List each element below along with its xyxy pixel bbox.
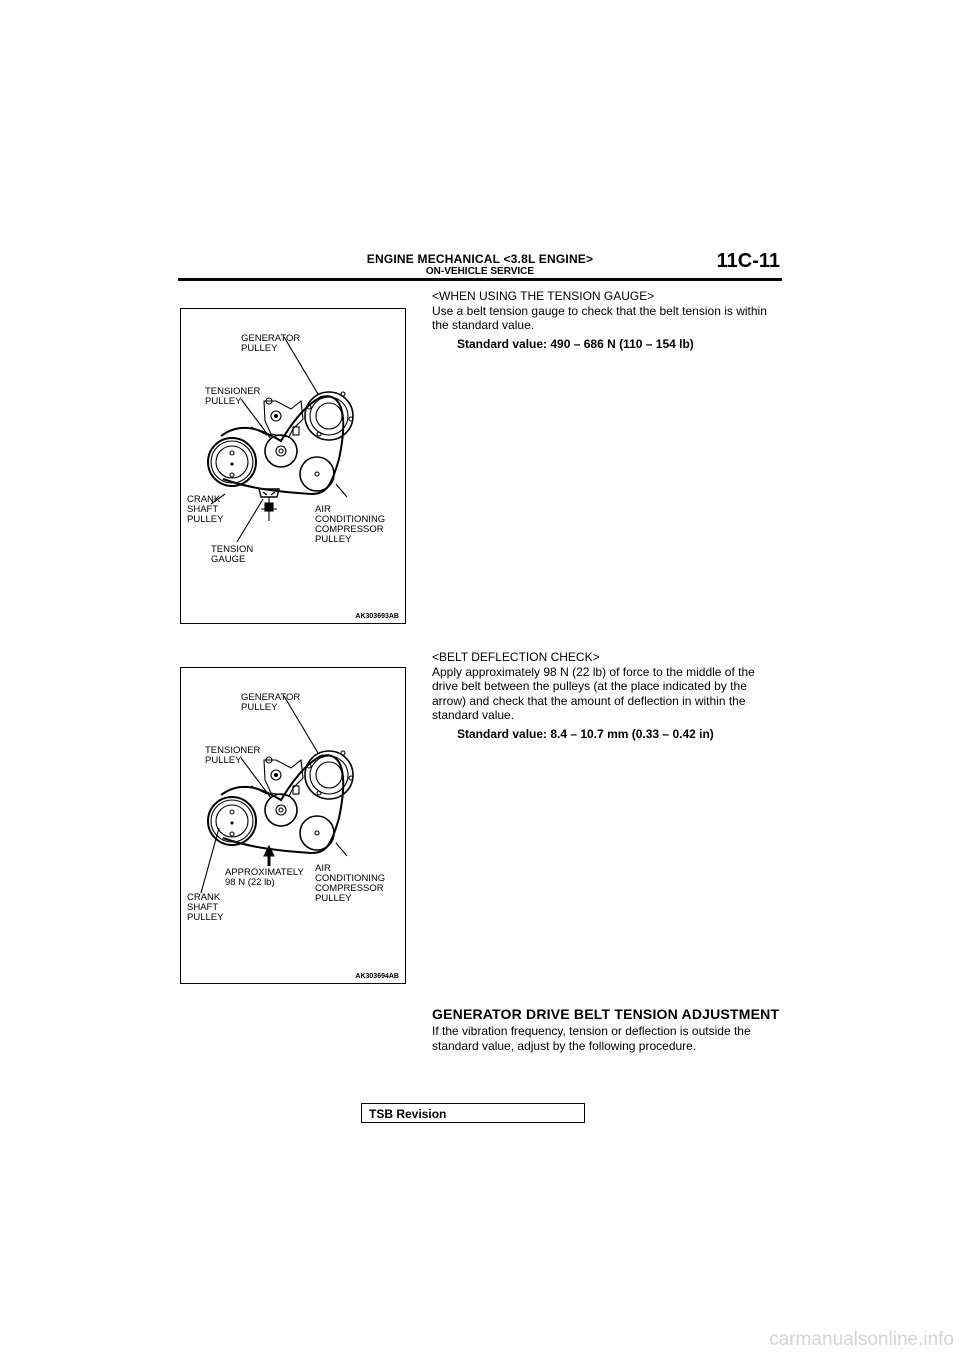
section-belt-deflection [432, 650, 782, 741]
label-ac-compressor-pulley: AIR CONDITIONING COMPRESSOR PULLEY [315, 863, 386, 904]
tsb-revision-box: TSB Revision [361, 1103, 585, 1123]
figure-code: AK303694AB [355, 973, 399, 980]
figure-tension-gauge [180, 308, 406, 624]
belt-diagram-deflection [181, 668, 405, 983]
section-body: Apply approximately 98 N (22 lb) of force to the middle of the drive belt between the pulleys (at the place indicated by the arrow) and check that the amount of deflection in within the standard value. [432, 664, 755, 722]
page-number: 11C-11 [716, 250, 780, 272]
section-adjustment [432, 1005, 782, 1053]
label-generator-pulley: GENERATOR PULLEY [241, 692, 301, 713]
watermark: carmanualsonline.info [769, 1329, 954, 1350]
belt-diagram-tension-gauge [181, 309, 405, 623]
header-subtitle: ON-VEHICLE SERVICE [425, 266, 535, 277]
label-crankshaft-pulley: CRANK SHAFT PULLEY [187, 892, 224, 923]
figure-belt-deflection [180, 667, 406, 984]
section-tension-gauge [432, 289, 782, 351]
label-tension-gauge: TENSION GAUGE [211, 544, 254, 565]
section-title: GENERATOR DRIVE BELT TENSION ADJUSTMENT [432, 1006, 780, 1022]
label-generator-pulley: GENERATOR PULLEY [241, 333, 301, 354]
label-force-approx: APPROXIMATELY 98 N (22 lb) [225, 867, 304, 888]
section-heading: <WHEN USING THE TENSION GAUGE> [432, 289, 655, 303]
header-title: ENGINE MECHANICAL <3.8L ENGINE> [366, 252, 594, 266]
label-tensioner-pulley: TENSIONER PULLEY [205, 745, 261, 766]
standard-value: Standard value: 490 – 686 N (110 – 154 lb) [457, 336, 694, 351]
label-crankshaft-pulley: CRANK SHAFT PULLEY [187, 494, 224, 525]
figure-code: AK303693AB [355, 613, 399, 620]
label-tensioner-pulley: TENSIONER PULLEY [205, 386, 261, 407]
section-body: Use a belt tension gauge to check that the belt tension is within the standard value. [432, 303, 767, 332]
label-ac-compressor-pulley: AIR CONDITIONING COMPRESSOR PULLEY [315, 504, 386, 545]
section-body: If the vibration frequency, tension or deflection is outside the standard value, adjust by the following procedure. [432, 1024, 751, 1053]
standard-value: Standard value: 8.4 – 10.7 mm (0.33 – 0.42 in) [457, 726, 714, 741]
header-rule [178, 278, 782, 281]
section-heading: <BELT DEFLECTION CHECK> [432, 650, 600, 664]
